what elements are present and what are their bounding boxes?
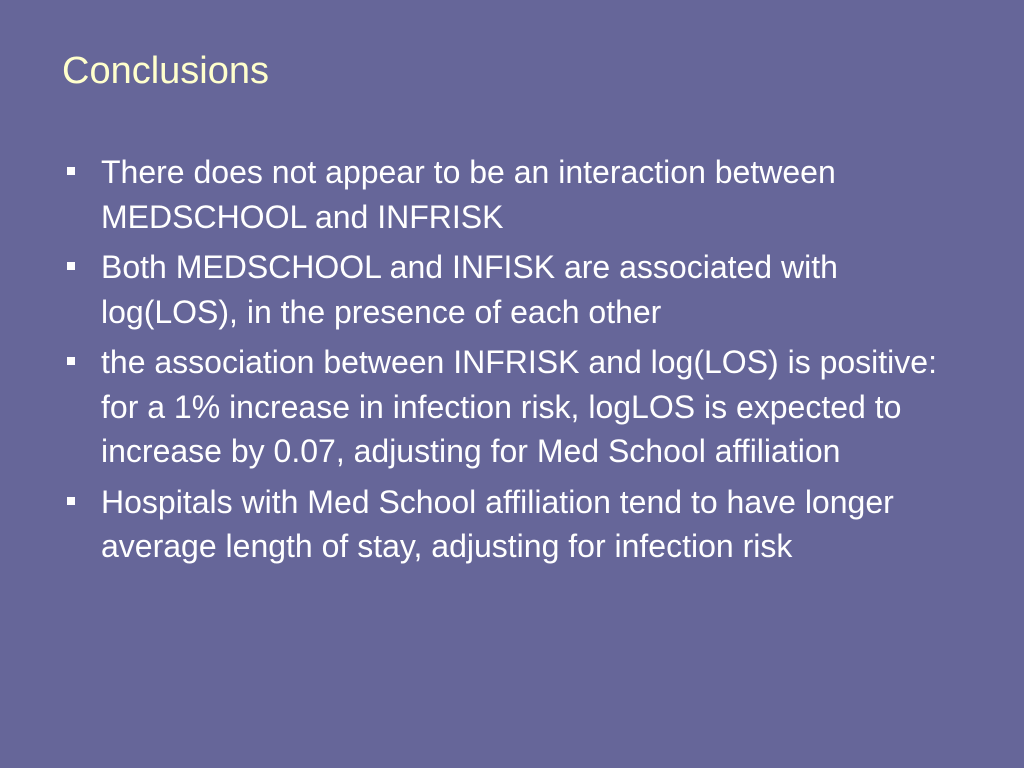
bullet-text: Both MEDSCHOOL and INFISK are associated with log(LOS), in the presence of each other [101,249,838,330]
square-bullet-icon [67,262,75,270]
bullet-text: There does not appear to be an interaction between MEDSCHOOL and INFRISK [101,154,836,235]
square-bullet-icon [67,167,75,175]
bullet-item [62,480,972,569]
square-bullet-icon [67,357,75,365]
square-bullet-icon [67,497,75,505]
bullet-item [62,340,972,474]
slide-title: Conclusions [62,50,269,92]
bullet-item [62,245,972,334]
bullet-text: the association between INFRISK and log(LOS) is positive: for a 1% increase in infection risk, logLOS is expected to increase by 0.07, adjusting for Med School affiliation [101,344,955,469]
bullet-text: Hospitals with Med School affiliation tend to have longer average length of stay, adjusting for infection risk [101,483,894,564]
bullet-item [62,150,972,239]
bullet-list [62,150,972,575]
